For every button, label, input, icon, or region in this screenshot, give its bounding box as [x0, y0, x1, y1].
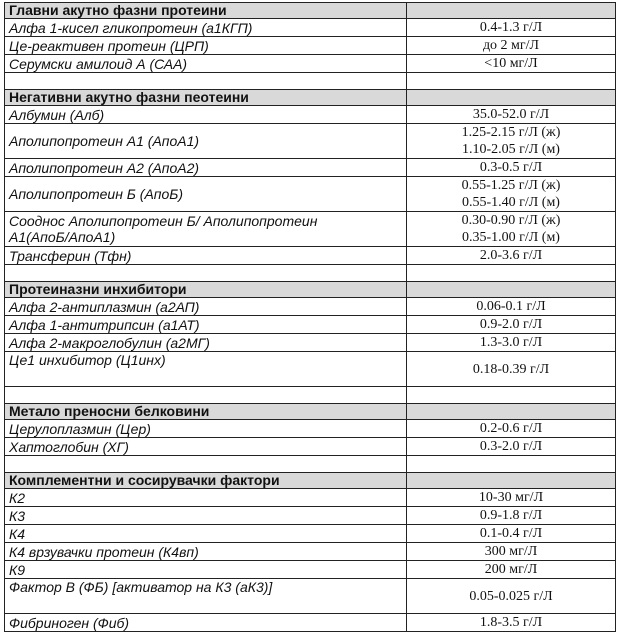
- section-header: [5, 473, 616, 489]
- table-row: [5, 298, 616, 316]
- table-row: [5, 247, 616, 265]
- protein-name: К9: [5, 561, 407, 579]
- table-row: [5, 37, 616, 55]
- reference-value: <10 мг/Л: [407, 55, 616, 73]
- protein-name: [5, 212, 407, 247]
- protein-name: Трансферин (Тфн): [5, 247, 407, 265]
- protein-name: Алфа 1-антитрипсин (а1АТ): [5, 316, 407, 334]
- section-header-empty: [407, 3, 616, 19]
- table-row: [5, 124, 616, 159]
- protein-name: К4 врзувачки протеин (К4вп): [5, 543, 407, 561]
- reference-value: 1.8-3.5 г/Л: [407, 614, 616, 632]
- section-title: Негативни акутно фазни пеотеини: [5, 90, 407, 106]
- reference-value-male: 1.10-2.05 г/Л (м): [462, 142, 560, 157]
- reference-value: 0.3-2.0 г/Л: [407, 438, 616, 456]
- section-header: [5, 3, 616, 19]
- section-title: Комплементни и сосирувачки фактори: [5, 473, 407, 489]
- reference-value: 0.2-0.6 г/Л: [407, 420, 616, 438]
- protein-name-line2: А1(АпоБ/АпоА1): [9, 229, 116, 245]
- protein-name: Хаптоглобин (ХГ): [5, 438, 407, 456]
- reference-value-female: 1.25-2.15 г/Л (ж): [461, 125, 561, 140]
- protein-name: К4: [5, 525, 407, 543]
- section-header: [5, 282, 616, 298]
- table-row: [5, 614, 616, 632]
- table-row: [5, 525, 616, 543]
- table-row: [5, 212, 616, 247]
- protein-name: Це-реактивен протеин (ЦРП): [5, 37, 407, 55]
- protein-name: Албумин (Алб): [5, 106, 407, 124]
- reference-value: 200 мг/Л: [407, 561, 616, 579]
- reference-value: до 2 мг/Л: [407, 37, 616, 55]
- protein-name: Алфа 2-антиплазмин (а2АП): [5, 298, 407, 316]
- protein-name: Серумски амилоид А (САА): [5, 55, 407, 73]
- reference-value: 0.3-0.5 г/Л: [407, 159, 616, 177]
- table-row: [5, 159, 616, 177]
- reference-value-female: 0.30-0.90 г/Л (ж): [461, 213, 561, 228]
- reference-value: 0.18-0.39 г/Л: [407, 352, 616, 387]
- reference-value: 0.9-2.0 г/Л: [407, 316, 616, 334]
- reference-value: [407, 212, 616, 247]
- section-title: Протеиназни инхибитори: [5, 282, 407, 298]
- section-title: Метало преносни белковини: [5, 404, 407, 420]
- spacer-row: [5, 387, 616, 404]
- table-row: [5, 489, 616, 507]
- section-title: Главни акутно фазни протеини: [5, 3, 407, 19]
- protein-name: Аполипопротеин А2 (АпоА2): [5, 159, 407, 177]
- reference-value-male: 0.35-1.00 г/Л (м): [462, 230, 560, 245]
- spacer-row: [5, 73, 616, 90]
- reference-value: 0.06-0.1 г/Л: [407, 298, 616, 316]
- protein-name: Це1 инхибитор (Ц1инх): [5, 352, 407, 387]
- reference-value: 35.0-52.0 г/Л: [407, 106, 616, 124]
- reference-value-female: 0.55-1.25 г/Л (ж): [461, 178, 561, 193]
- table-row: [5, 543, 616, 561]
- table-row: [5, 106, 616, 124]
- table-row: [5, 334, 616, 352]
- section-header-empty: [407, 90, 616, 106]
- protein-name-line1: Соодноc Аполипопротеин Б/ Аполипопротеин: [9, 213, 318, 229]
- reference-value: 0.4-1.3 г/Л: [407, 19, 616, 37]
- protein-name: К2: [5, 489, 407, 507]
- section-header-empty: [407, 282, 616, 298]
- table-row: [5, 55, 616, 73]
- spacer-row: [5, 456, 616, 473]
- reference-value: 0.1-0.4 г/Л: [407, 525, 616, 543]
- table-row: [5, 316, 616, 334]
- protein-name: Церулоплазмин (Цер): [5, 420, 407, 438]
- section-header-empty: [407, 473, 616, 489]
- reference-value-male: 0.55-1.40 г/Л (м): [462, 195, 560, 210]
- reference-value: 0.9-1.8 г/Л: [407, 507, 616, 525]
- table-row: [5, 352, 616, 387]
- section-header-empty: [407, 404, 616, 420]
- reference-value: [407, 177, 616, 212]
- section-header: [5, 404, 616, 420]
- section-header: [5, 90, 616, 106]
- table-row: [5, 561, 616, 579]
- reference-value: 1.3-3.0 г/Л: [407, 334, 616, 352]
- table-row: [5, 507, 616, 525]
- reference-value: 10-30 мг/Л: [407, 489, 616, 507]
- table-row: [5, 177, 616, 212]
- spacer-row: [5, 265, 616, 282]
- reference-value: [407, 124, 616, 159]
- protein-name: Аполипопротеин Б (АпоБ): [5, 177, 407, 212]
- reference-value: 300 мг/Л: [407, 543, 616, 561]
- protein-name: К3: [5, 507, 407, 525]
- table-row: [5, 420, 616, 438]
- protein-name: Фибриноген (Фиб): [5, 614, 407, 632]
- protein-name: Алфа 1-кисел гликопротеин (а1КГП): [5, 19, 407, 37]
- protein-name: Алфа 2-макроглобулин (а2МГ): [5, 334, 407, 352]
- protein-name: Аполипопротеин А1 (АпоА1): [5, 124, 407, 159]
- table-row: [5, 19, 616, 37]
- protein-name: Фактор B (ФБ) [активатор на К3 (аК3)]: [5, 579, 407, 614]
- table-row: [5, 438, 616, 456]
- reference-table: [4, 2, 616, 632]
- reference-value: 0.05-0.025 г/Л: [407, 579, 616, 614]
- table-row: [5, 579, 616, 614]
- reference-value: 2.0-3.6 г/Л: [407, 247, 616, 265]
